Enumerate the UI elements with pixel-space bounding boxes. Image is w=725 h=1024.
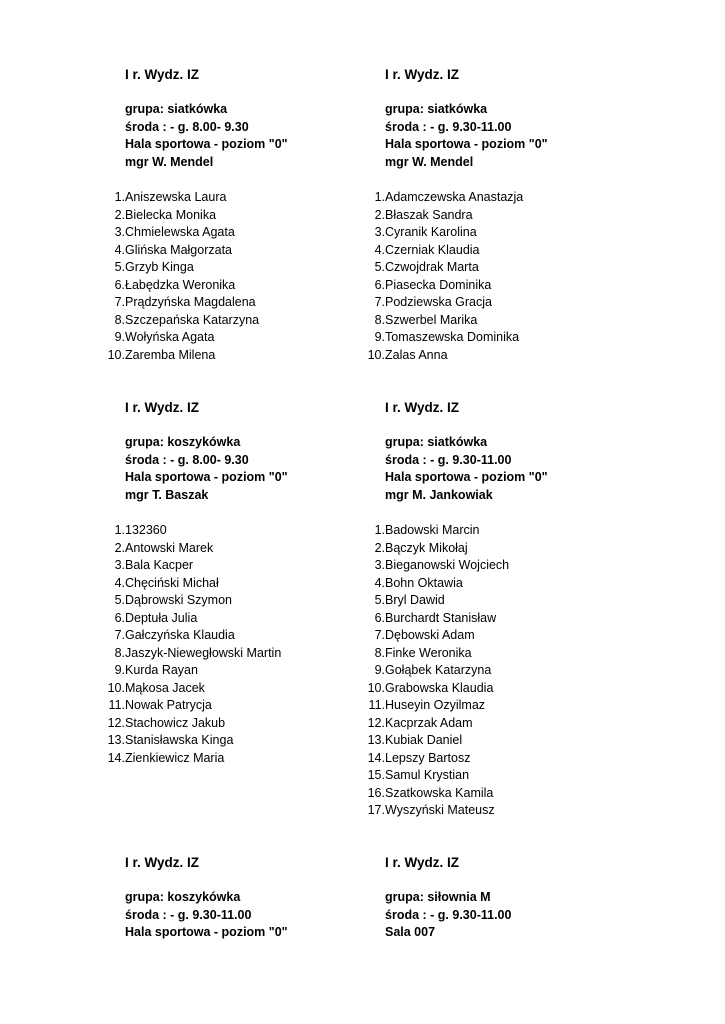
student-row	[345, 295, 607, 313]
student-row	[85, 225, 347, 243]
group-info-line: środa : - g. 9.30-11.00	[385, 907, 512, 922]
student-number: 10.	[367, 347, 385, 362]
student-row	[345, 348, 607, 366]
student-number: 1.	[374, 523, 385, 537]
student-name: Czwojdrak Marta	[385, 260, 479, 274]
group-info-line: środa : - g. 9.30-11.00	[385, 452, 512, 467]
student-name: Piasecka Dominika	[385, 277, 492, 292]
student-number: 14.	[367, 750, 385, 765]
group-title: I r. Wydz. IZ	[125, 855, 200, 870]
student-name: Tomaszewska Dominika	[385, 330, 520, 344]
student-name: Deptuła Julia	[125, 610, 198, 625]
student-name: Nowak Patrycja	[125, 698, 212, 712]
student-number: 2.	[114, 540, 125, 555]
student-name: Stachowicz Jakub	[125, 715, 226, 730]
student-number: 4.	[114, 575, 125, 590]
student-row	[85, 646, 347, 664]
student-number: 2.	[114, 207, 125, 222]
student-name: Antowski Marek	[125, 540, 214, 555]
student-number: 3.	[374, 558, 385, 572]
student-number: 9.	[114, 330, 125, 344]
group-title: I r. Wydz. IZ	[385, 855, 460, 870]
student-number: 6.	[114, 610, 125, 625]
student-row	[85, 295, 347, 313]
student-name: Huseyin Ozyilmaz	[385, 698, 486, 712]
student-number: 4.	[374, 575, 385, 590]
group-title: I r. Wydz. IZ	[385, 67, 460, 82]
student-number: 12.	[367, 715, 385, 730]
student-name: Samul Krystian	[385, 768, 470, 782]
student-name: Lepszy Bartosz	[385, 750, 471, 765]
group-info-line: mgr T. Baszak	[125, 488, 209, 503]
student-number: 4.	[114, 242, 125, 257]
student-number: 15.	[367, 768, 385, 782]
group-info-line: grupa: siłownia M	[385, 890, 491, 904]
student-row	[345, 558, 607, 576]
student-number: 9.	[114, 663, 125, 677]
student-number: 6.	[374, 610, 385, 625]
student-name: Podziewska Gracja	[385, 295, 492, 309]
group-info-line: Hala sportowa - poziom "0"	[125, 470, 288, 485]
student-name: Bala Kacper	[125, 558, 194, 572]
student-row	[85, 681, 347, 699]
group-info-line: środa : - g. 8.00- 9.30	[125, 119, 249, 134]
student-number: 5.	[114, 593, 125, 607]
student-name: Prądzyńska Magdalena	[125, 295, 256, 309]
student-name: Finke Weronika	[385, 645, 472, 660]
student-row	[345, 260, 607, 278]
student-name: Mąkosa Jacek	[125, 680, 205, 695]
group-title: I r. Wydz. IZ	[125, 67, 200, 82]
student-number: 1.	[114, 523, 125, 537]
student-name: Zaremba Milena	[125, 347, 216, 362]
student-name: Czerniak Klaudia	[385, 242, 480, 257]
student-number: 14.	[107, 750, 125, 765]
student-name: Aniszewska Laura	[125, 190, 227, 204]
group-info-line: Hala sportowa - poziom "0"	[385, 470, 548, 485]
student-number: 11.	[368, 698, 385, 712]
group-info-line: Hala sportowa - poziom "0"	[125, 925, 288, 940]
student-row	[345, 628, 607, 646]
student-number: 13.	[367, 733, 385, 747]
student-row	[345, 786, 607, 804]
student-row	[345, 611, 607, 629]
student-row	[85, 208, 347, 226]
student-name: Stanisławska Kinga	[125, 733, 234, 747]
student-row	[85, 278, 347, 296]
group-info-line: mgr W. Mendel	[385, 155, 474, 170]
student-row	[345, 698, 607, 716]
student-number: 12.	[107, 715, 125, 730]
student-row	[85, 523, 347, 541]
student-number: 5.	[374, 260, 385, 274]
student-row	[345, 278, 607, 296]
student-name: Jaszyk-Niewegłowski Martin	[125, 645, 282, 660]
student-row	[85, 260, 347, 278]
group-info-line: środa : - g. 8.00- 9.30	[125, 452, 249, 467]
student-row	[345, 330, 607, 348]
student-row	[345, 663, 607, 681]
student-number: 3.	[114, 225, 125, 239]
student-name: Zienkiewicz Maria	[125, 750, 225, 765]
student-row	[85, 611, 347, 629]
student-number: 7.	[114, 295, 125, 309]
student-number: 5.	[114, 260, 125, 274]
student-name: Bączyk Mikołaj	[385, 540, 468, 555]
student-number: 1.	[374, 190, 385, 204]
group-title: I r. Wydz. IZ	[125, 400, 200, 415]
student-row	[345, 313, 607, 331]
group-info-line: Hala sportowa - poziom "0"	[125, 137, 288, 152]
student-name: Grabowska Klaudia	[385, 680, 494, 695]
student-name: Badowski Marcin	[385, 523, 480, 537]
student-number: 10.	[107, 347, 125, 362]
student-name: Bieganowski Wojciech	[385, 558, 510, 572]
student-row	[345, 751, 607, 769]
student-row	[85, 348, 347, 366]
group-info-line: Hala sportowa - poziom "0"	[385, 137, 548, 152]
student-number: 5.	[374, 593, 385, 607]
student-number: 10.	[107, 680, 125, 695]
student-number: 4.	[374, 242, 385, 257]
student-number: 6.	[114, 277, 125, 292]
student-name: Błaszak Sandra	[385, 207, 473, 222]
student-name: Łabędzka Weronika	[125, 277, 236, 292]
student-row	[345, 733, 607, 751]
student-name: Adamczewska Anastazja	[385, 190, 524, 204]
student-row	[345, 208, 607, 226]
student-name: Dębowski Adam	[385, 628, 475, 642]
student-row	[85, 698, 347, 716]
student-number: 9.	[374, 330, 385, 344]
student-name: Burchardt Stanisław	[385, 610, 497, 625]
student-name: Bryl Dawid	[385, 593, 445, 607]
student-number: 1.	[114, 190, 125, 204]
group-info-line: środa : - g. 9.30-11.00	[385, 119, 512, 134]
student-row	[345, 681, 607, 699]
group-info-line: grupa: siatkówka	[385, 102, 488, 116]
student-name: Wołyńska Agata	[125, 330, 215, 344]
student-number: 3.	[114, 558, 125, 572]
student-number: 7.	[374, 628, 385, 642]
student-row	[345, 541, 607, 559]
student-row	[345, 243, 607, 261]
student-number: 7.	[114, 628, 125, 642]
student-name: Kubiak Daniel	[385, 733, 463, 747]
student-name: Chęciński Michał	[125, 575, 219, 590]
student-name: Dąbrowski Szymon	[125, 593, 232, 607]
student-row	[85, 190, 347, 208]
student-row	[345, 593, 607, 611]
student-row	[85, 558, 347, 576]
student-name: Bielecka Monika	[125, 207, 217, 222]
group-info-line: mgr M. Jankowiak	[385, 488, 493, 503]
student-name: Kacprzak Adam	[385, 715, 473, 730]
student-row	[85, 663, 347, 681]
group-info-line: grupa: siatkówka	[385, 435, 488, 449]
student-row	[85, 751, 347, 769]
student-row	[85, 330, 347, 348]
student-row	[345, 225, 607, 243]
student-number: 8.	[114, 645, 125, 660]
student-number: 6.	[374, 277, 385, 292]
student-name: Zalas Anna	[385, 347, 448, 362]
group-info-line: Sala 007	[385, 925, 436, 940]
student-row	[345, 646, 607, 664]
student-row	[85, 313, 347, 331]
student-row	[345, 803, 607, 821]
student-row	[85, 628, 347, 646]
student-name: Kurda Rayan	[125, 663, 198, 677]
student-number: 2.	[374, 207, 385, 222]
student-name: Glińska Małgorzata	[125, 242, 232, 257]
student-row	[85, 733, 347, 751]
student-name: Gołąbek Katarzyna	[385, 663, 492, 677]
student-number: 7.	[374, 295, 385, 309]
student-number: 9.	[374, 663, 385, 677]
student-number: 16.	[367, 785, 385, 800]
student-number: 17.	[367, 803, 385, 817]
student-name: Szczepańska Katarzyna	[125, 312, 260, 327]
student-name: Szwerbel Marika	[385, 312, 478, 327]
student-row	[85, 576, 347, 594]
student-name: Wyszyński Mateusz	[385, 803, 495, 817]
student-row	[345, 576, 607, 594]
student-name: Bohn Oktawia	[385, 575, 463, 590]
student-number: 11.	[108, 698, 125, 712]
student-row	[345, 716, 607, 734]
student-number: 13.	[107, 733, 125, 747]
student-number: 8.	[374, 312, 385, 327]
group-info-line: grupa: koszykówka	[125, 435, 241, 449]
student-name: Gałczyńska Klaudia	[125, 628, 235, 642]
group-info-line: mgr W. Mendel	[125, 155, 214, 170]
student-row	[345, 523, 607, 541]
student-row	[345, 768, 607, 786]
student-name: Grzyb Kinga	[125, 260, 194, 274]
student-row	[85, 541, 347, 559]
student-number: 3.	[374, 225, 385, 239]
group-info-line: środa : - g. 9.30-11.00	[125, 907, 252, 922]
group-info-line: grupa: koszykówka	[125, 890, 241, 904]
student-number: 10.	[367, 680, 385, 695]
student-name: Chmielewska Agata	[125, 225, 235, 239]
student-name: 132360	[125, 523, 167, 537]
student-number: 8.	[374, 645, 385, 660]
student-row	[85, 716, 347, 734]
student-row	[345, 190, 607, 208]
student-row	[85, 593, 347, 611]
group-title: I r. Wydz. IZ	[385, 400, 460, 415]
student-name: Szatkowska Kamila	[385, 785, 494, 800]
student-name: Cyranik Karolina	[385, 225, 477, 239]
student-number: 8.	[114, 312, 125, 327]
student-row	[85, 243, 347, 261]
group-info-line: grupa: siatkówka	[125, 102, 228, 116]
student-number: 2.	[374, 540, 385, 555]
